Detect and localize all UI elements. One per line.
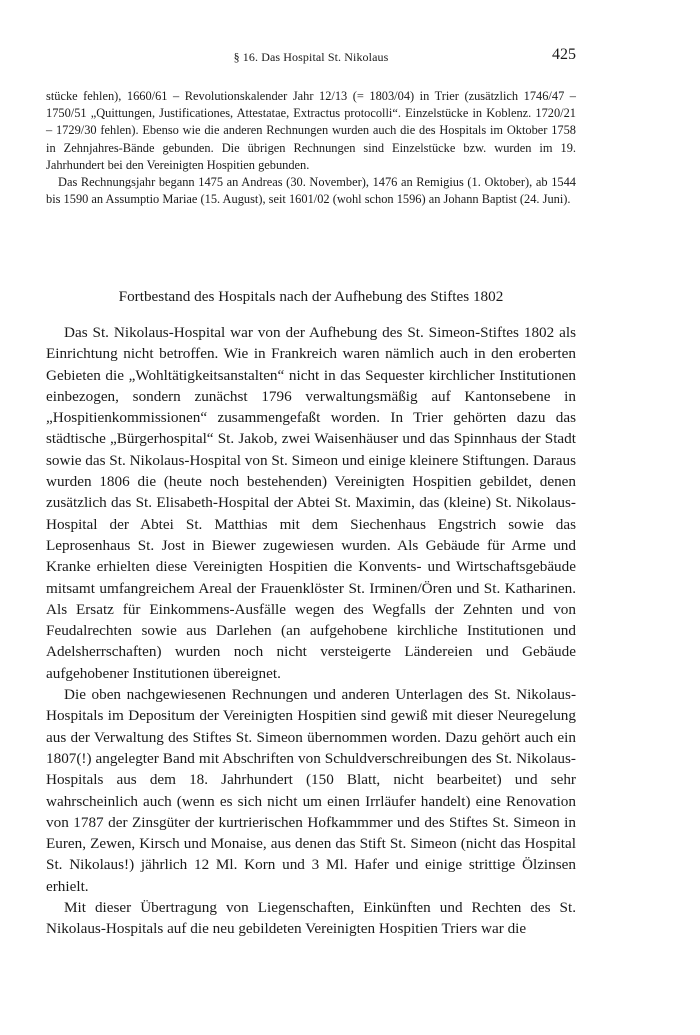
- section-heading: Fortbestand des Hospitals nach der Aufhebung des Stiftes 1802: [118, 288, 504, 305]
- continued-notes: [46, 88, 576, 208]
- page-number: 425: [552, 46, 576, 63]
- body-paragraph-3: Mit dieser Übertragung von Liegenschaften, Einkünften und Rechten des St. Nikolaus-Hospitals auf die neu gebildeten Vereinigten Hospitien Triers war die: [46, 899, 576, 938]
- notes-paragraph-1: stücke fehlen), 1660/61 – Revolutionskalender Jahr 12/13 (= 1803/04) in Trier (zusätzlich 1746/47 – 1750/51 „Quittungen, Justificationes, Attestatae, Extractus protocolli“. Einzelstücke in Koblenz. 1720/21 – 1729/30 fehlen). Ebenso wie die anderen Rechnungen wurden auch die des Hospitals im Oktober 1758 in Zehnjahres-Bände gebunden. Die übrigen Rechnungen sind Einzelstücke bzw. wurden im 19. Jahrhundert bei den Vereinigten Hospitien gebunden.: [46, 89, 576, 172]
- body-paragraph-1: Das St. Nikolaus-Hospital war von der Aufhebung des St. Simeon-Stiftes 1802 als Einrichtung nicht betroffen. Wie in Frankreich waren nämlich auch in den eroberten Gebieten die „Wohltätigkeitsanstalten“ nicht in das Sequester kirchlicher Institutionen einbezogen, sondern zunächst 1796 verwaltungsmäßig auf Kantonsebene in „Hospitienkommissionen“ zusammengefaßt worden. In Trier gehörten dazu das städtische „Bürgerhospital“ St. Jakob, zwei Waisenhäuser und das Spinnhaus der Stadt sowie das St. Nikolaus-Hospital von St. Simeon und einige kleinere Stiftungen. Daraus wurden 1806 die (heute noch bestehenden) Vereinigten Hospitien gebildet, denen zusätzlich das St. Elisabeth-Hospital der Abtei St. Maximin, das (kleine) St. Nikolaus-Hospital der Abtei St. Matthias mit dem Siechenhaus Engstrich sowie das Leprosenhaus St. Jost in Biewer zugewiesen wurden. Als Gebäude für Arme und Kranke erhielten diese Vereinigten Hospitien die Konvents- und Wirtschaftsgebäude mitsamt umfangreichem Areal der Frauenklöster St. Irminen/Ören und St. Katharinen. Als Ersatz für Einkommens-Ausfälle wegen des Wegfalls der Zehnten und von Feudalrechten sowie aus Darlehen (an aufgehobene kirchliche Institutionen und Adelsherrschaften) wurden noch nicht versteigerte Ländereien und Gebäude aufgehobener Institutionen übereignet.: [46, 324, 576, 682]
- body-paragraph-2: Die oben nachgewiesenen Rechnungen und anderen Unterlagen des St. Nikolaus-Hospitals im Depositum der Vereinigten Hospitien sind gewiß mit dieser Neuregelung aus der Verwaltung des Stiftes St. Simeon übernommen worden. Dazu gehört auch ein 1807(!) angelegter Band mit Abschriften von Schuldverschreibungen des St. Nikolaus-Hospitals aus dem 18. Jahrhundert (150 Blatt, nicht bearbeitet) und sehr wahrscheinlich auch (wenn es sich nicht um einen Irrläufer handelt) eine Renovation von 1787 der Zinsgüter der kurtrierischen Hofkammmer und des Stiftes St. Simeon in Euren, Zewen, Kirsch und Monaise, aus denen das Stift St. Simeon (nicht das Hospital St. Nikolaus!) jährlich 12 Ml. Korn und 3 Ml. Hafer und einige strittige Ölzinsen erhielt.: [46, 686, 576, 895]
- section-body: [46, 322, 576, 940]
- notes-paragraph-2: Das Rechnungsjahr begann 1475 an Andreas (30. November), 1476 an Remigius (1. Oktober), ab 1544 bis 1590 an Assumptio Mariae (15. August), seit 1601/02 (wohl schon 1596) an Johann Baptist (24. Juni).: [46, 175, 576, 207]
- running-title: § 16. Das Hospital St. Nikolaus: [233, 50, 389, 64]
- running-header: [46, 46, 576, 72]
